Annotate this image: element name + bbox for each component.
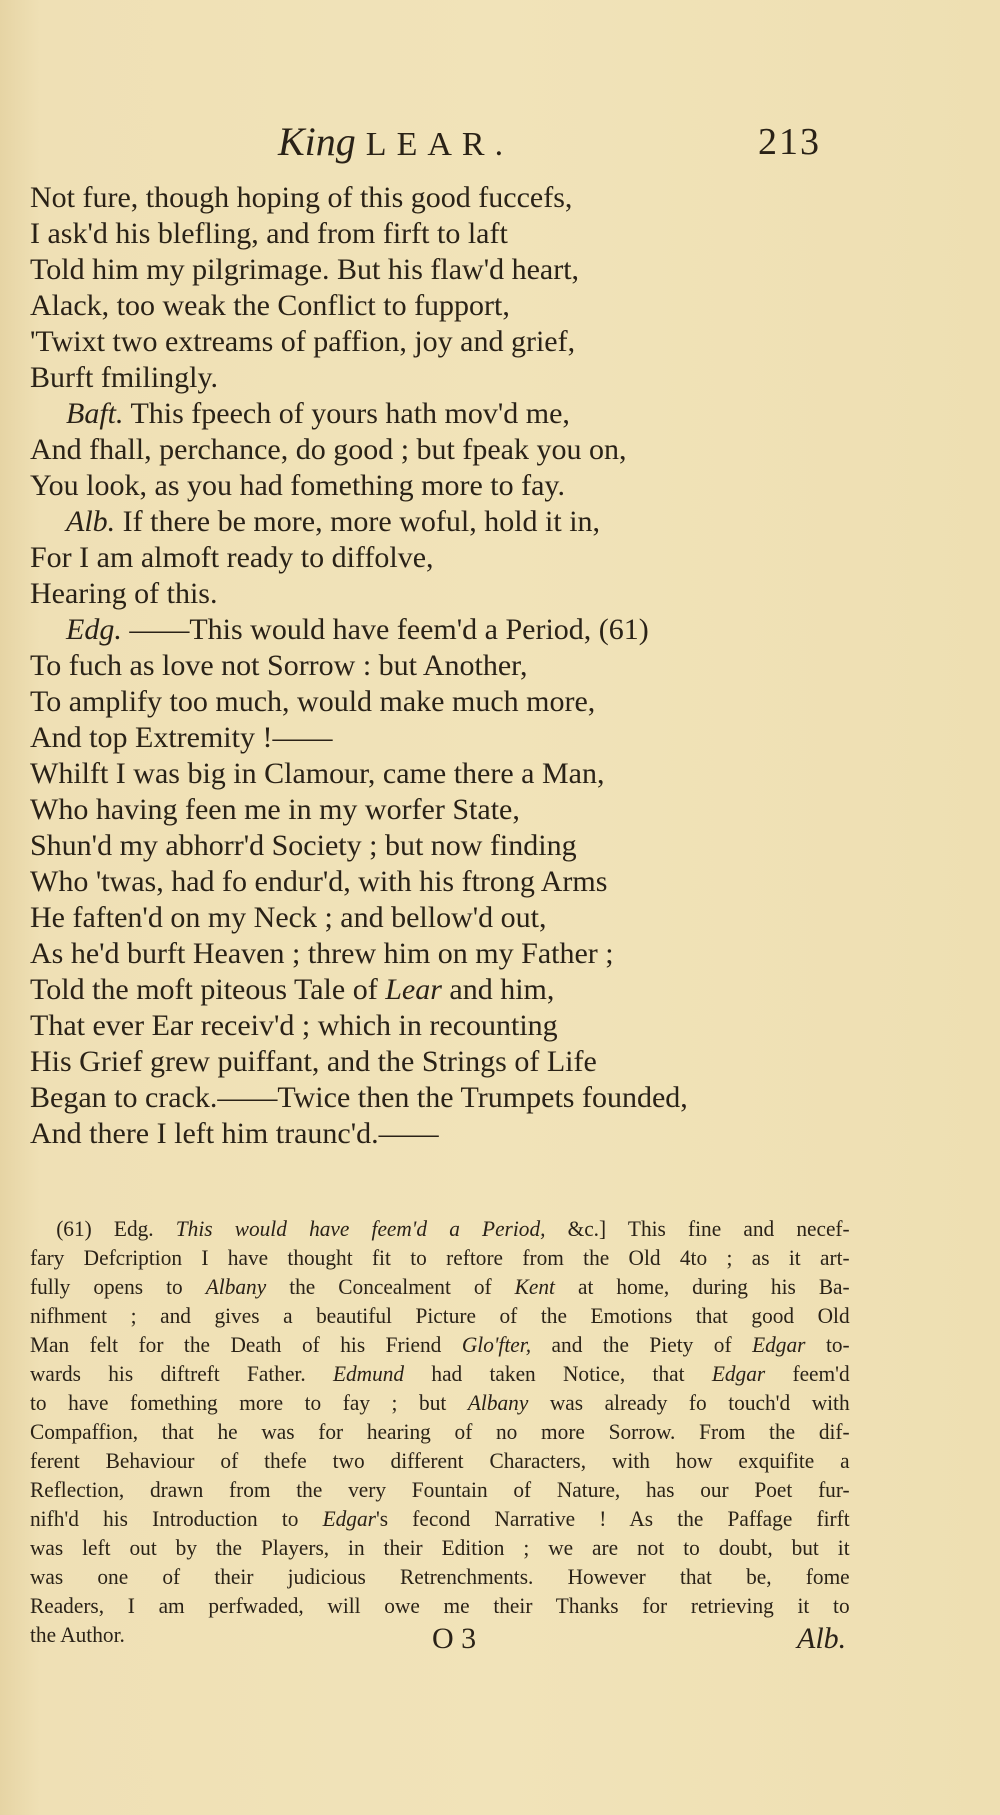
verse-line — [30, 396, 850, 432]
text-run: To amplify too much, would make much more, — [30, 685, 596, 718]
footnote-line — [30, 1591, 850, 1620]
italic-text: Edg. — [66, 613, 122, 646]
text-run: This fpeech of yours hath mov'd me, — [123, 397, 570, 430]
italic-text: Edmund — [332, 1361, 405, 1386]
verse-line — [30, 900, 850, 936]
text-run: the Concealment of — [266, 1274, 515, 1299]
text-run: to- — [805, 1332, 850, 1357]
text-run: and the Piety of — [531, 1332, 753, 1357]
text-run: (61) Edg. — [56, 1216, 176, 1241]
footnote-line — [30, 1504, 850, 1533]
text-run: And fhall, perchance, do good ; but fpeak you on, — [30, 433, 627, 466]
running-title — [278, 118, 513, 165]
text-run: Who 'twas, had fo endur'd, with his ftrong Arms — [30, 865, 608, 898]
text-run: at home, during his Ba- — [554, 1274, 850, 1299]
text-run: nifhment ; and gives a beautiful Picture of the Emotions that good Old — [30, 1303, 850, 1328]
text-run: Compaffion, that he was for hearing of no more Sorrow. From the dif- — [30, 1419, 850, 1444]
footnote-line — [30, 1330, 850, 1359]
verse-line — [30, 576, 850, 612]
text-run: Told the moft piteous Tale of — [30, 973, 386, 1006]
verse-line — [30, 684, 850, 720]
verse-line — [30, 864, 850, 900]
italic-text: Edgar — [752, 1332, 806, 1357]
text-run: His Grief grew puiffant, and the Strings of Life — [30, 1045, 597, 1078]
verse-line — [30, 216, 850, 252]
text-run: was left out by the Players, in their Edition ; we are not to doubt, but it — [30, 1535, 850, 1560]
verse-line — [30, 432, 850, 468]
italic-text: Edgar — [711, 1361, 766, 1386]
text-run: &c.] This fine and necef- — [545, 1216, 850, 1241]
text-run: was one of their judicious Retrenchments. However that be, fome — [30, 1564, 850, 1589]
verse-line — [30, 288, 850, 324]
text-run: ferent Behaviour of thefe two different Characters, with how exquifite a — [30, 1448, 850, 1473]
text-run: 'Twixt two extreams of paffion, joy and grief, — [30, 325, 576, 358]
italic-text: Alb. — [66, 505, 116, 538]
verse-line — [30, 720, 850, 756]
text-run: If there be more, more woful, hold it in, — [115, 505, 601, 538]
catchword: Alb. — [797, 1622, 847, 1655]
text-run: Reflection, drawn from the very Fountain of Nature, has our Poet fur- — [30, 1477, 850, 1502]
verse-line — [30, 1044, 850, 1080]
verse-line — [30, 324, 850, 360]
text-run: wards his diftreft Father. — [30, 1361, 333, 1386]
text-run: As he'd burft Heaven ; threw him on my Father ; — [30, 937, 614, 970]
verse-line — [30, 972, 850, 1008]
text-run: had taken Notice, that — [404, 1361, 712, 1386]
text-run: Told him my pilgrimage. But his flaw'd heart, — [30, 253, 580, 286]
text-run: Alack, too weak the Conflict to fupport, — [30, 289, 510, 322]
verse-line — [30, 936, 850, 972]
footnote-line — [30, 1214, 850, 1243]
italic-text: Albany — [467, 1390, 529, 1415]
italic-text: Glo'fter, — [461, 1332, 532, 1357]
footnote-line — [30, 1301, 850, 1330]
footnote-line — [30, 1359, 850, 1388]
italic-text: Baft. — [66, 397, 124, 430]
verse-line — [30, 756, 850, 792]
text-run: To fuch as love not Sorrow : but Another, — [30, 649, 528, 682]
text-run: the Author. — [30, 1622, 125, 1647]
text-run: Who having feen me in my worfer State, — [30, 793, 520, 826]
footnote-line — [30, 1243, 850, 1272]
text-run: Readers, I am perfwaded, will owe me their Thanks for retrieving it to — [30, 1593, 850, 1618]
text-run: to have fomething more to fay ; but — [30, 1390, 468, 1415]
page-number: 213 — [758, 121, 821, 163]
text-run: And there I left him traunc'd.—— — [30, 1117, 439, 1150]
footnote-line — [30, 1533, 850, 1562]
text-run: Hearing of this. — [30, 577, 218, 610]
title-italic: King — [278, 119, 356, 164]
signature-mark: O 3 — [432, 1622, 477, 1655]
italic-text: Albany — [205, 1274, 267, 1299]
italic-text: Edgar — [322, 1506, 376, 1531]
text-run: I ask'd his blefling, and from firft to laft — [30, 217, 508, 250]
verse-line — [30, 180, 850, 216]
footnote — [30, 1214, 850, 1649]
running-header — [0, 118, 1000, 168]
verse-line — [30, 792, 850, 828]
text-run: Began to crack.——Twice then the Trumpets founded, — [30, 1081, 688, 1114]
footnote-line — [30, 1272, 850, 1301]
verse-line — [30, 540, 850, 576]
text-run: Shun'd my abhorr'd Society ; but now finding — [30, 829, 577, 862]
italic-text: Kent — [514, 1274, 555, 1299]
text-run: And top Extremity !—— — [30, 721, 333, 754]
verse-line — [30, 360, 850, 396]
verse-line — [30, 252, 850, 288]
verse-line — [30, 504, 850, 540]
verse-line — [30, 1116, 850, 1152]
text-run: nifh'd his Introduction to — [30, 1506, 323, 1531]
verse-line — [30, 828, 850, 864]
text-run: For I am almoft ready to diffolve, — [30, 541, 434, 574]
footnote-line — [30, 1562, 850, 1591]
text-run: Man felt for the Death of his Friend — [30, 1332, 462, 1357]
text-run: fully opens to — [30, 1274, 206, 1299]
verse-text — [30, 180, 850, 1152]
italic-text: Lear — [385, 973, 442, 1006]
verse-line — [30, 612, 850, 648]
text-run: and him, — [441, 973, 555, 1006]
title-caps: LEAR. — [365, 126, 514, 163]
text-run: That ever Ear receiv'd ; which in recounting — [30, 1009, 558, 1042]
text-run: Not fure, though hoping of this good fuccefs, — [30, 181, 573, 214]
text-run: He faften'd on my Neck ; and bellow'd out, — [30, 901, 547, 934]
text-run: fary Defcription I have thought fit to reftore from the Old 4to ; as it art- — [30, 1245, 850, 1270]
footnote-line — [30, 1475, 850, 1504]
footnote-line — [30, 1388, 850, 1417]
text-run: Whilft I was big in Clamour, came there a Man, — [30, 757, 605, 790]
footnote-line — [30, 1417, 850, 1446]
italic-text: This would have feem'd a Period, — [175, 1216, 546, 1241]
text-run: Burft fmilingly. — [30, 361, 219, 394]
text-run: ——This would have feem'd a Period, (61) — [121, 613, 649, 646]
footnote-line — [30, 1446, 850, 1475]
verse-line — [30, 648, 850, 684]
verse-line — [30, 1008, 850, 1044]
verse-line — [30, 1080, 850, 1116]
text-run: was already fo touch'd with — [528, 1390, 850, 1415]
text-run: You look, as you had fomething more to fay. — [30, 469, 565, 502]
verse-line — [30, 468, 850, 504]
text-run: 's fecond Narrative ! As the Paffage firft — [375, 1506, 850, 1531]
text-run: feem'd — [765, 1361, 850, 1386]
